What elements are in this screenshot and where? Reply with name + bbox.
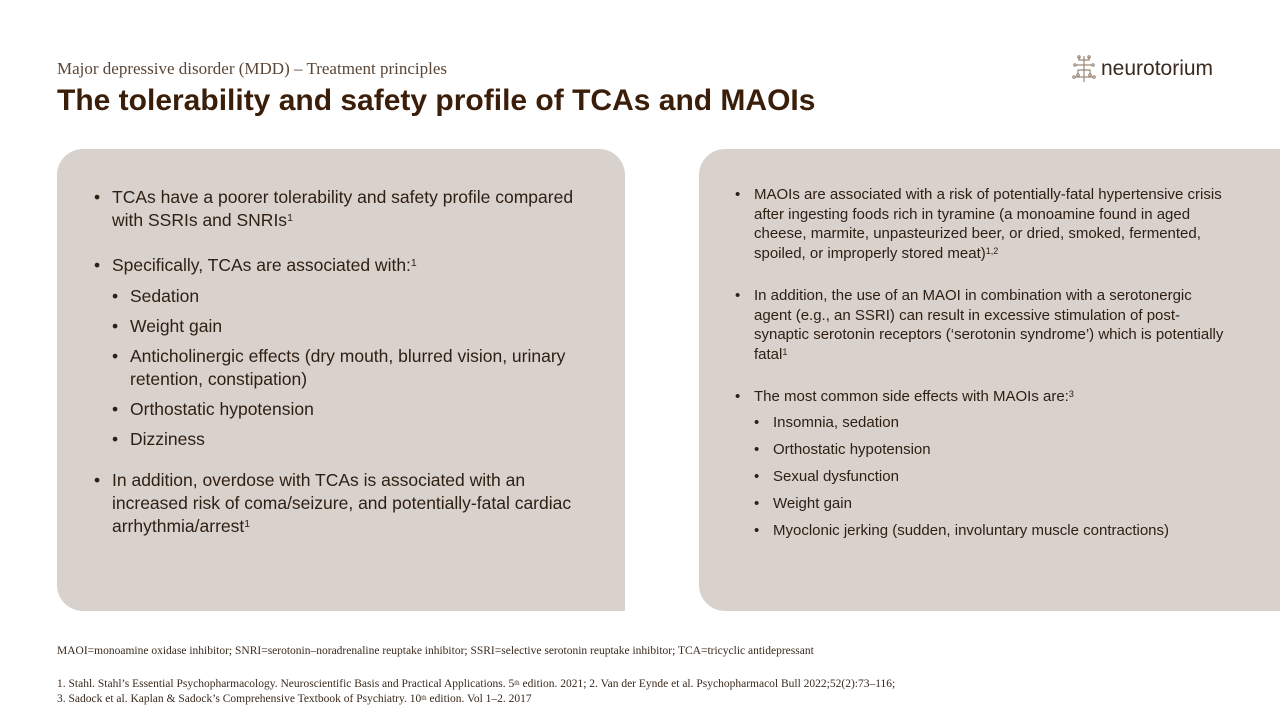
list-item — [735, 185, 1225, 263]
tca-panel — [57, 149, 625, 611]
reference-marker: 1 — [782, 346, 788, 357]
bullet-text: Specifically, TCAs are associated with: — [112, 255, 411, 275]
reference-text: edition. 2021; 2. Van der Eynde et al. Psychopharmacol Bull 2022;52(2):73–116; — [519, 678, 896, 690]
list-item — [94, 186, 574, 232]
maoi-bullet-list — [735, 185, 1225, 563]
page-title: The tolerability and safety profile of TCAs and MAOIs — [57, 84, 816, 117]
list-item: • Sedation — [112, 285, 574, 308]
list-item: • Anticholinergic effects (dry mouth, blurred vision, urinary retention, constipation) — [112, 345, 574, 391]
reference-line — [57, 677, 895, 692]
bullet-text: MAOIs are associated with a risk of potentially-fatal hypertensive crisis after ingesting foods rich in tyramine (a monoamine found in aged cheese, marmite, unpasteurized beer, or dried, smoked, fermented, spoiled, or improperly stored meat) — [754, 186, 1222, 262]
reference-marker: 1 — [244, 517, 251, 530]
reference-text: 1. Stahl. Stahl’s Essential Psychopharmacology. Neuroscientific Basis and Practical Applications. 5 — [57, 678, 515, 690]
list-item — [94, 469, 574, 538]
list-item: • Sexual dysfunction — [754, 467, 1225, 487]
list-item: • Dizziness — [112, 428, 574, 451]
reference-marker: 1 — [287, 211, 293, 224]
bullet-text: In addition, the use of an MAOI in combination with a serotonergic agent (e.g., an SSRI) can result in excessive stimulation of post-synaptic serotonin receptors (‘serotonin syndrome’) which is potentially fatal — [754, 287, 1224, 363]
list-item: • Orthostatic hypotension — [112, 398, 574, 421]
bullet-text: In addition, overdose with TCAs is associated with an increased risk of coma/seizure, and potentially-fatal cardiac arrhythmia/arrest — [112, 470, 572, 536]
reference-marker: 1 — [410, 256, 417, 269]
maoi-panel — [699, 149, 1280, 611]
abbreviations-footnote: MAOI=monoamine oxidase inhibitor; SNRI=serotonin–noradrenaline reuptake inhibitor; SSRI=selective serotonin reuptake inhibitor; TCA=tricyclic antidepressant — [57, 645, 814, 657]
bullet-text: TCAs have a poorer tolerability and safety profile compared with SSRIs and SNRIs — [112, 187, 574, 230]
list-item — [735, 387, 1225, 540]
brain-circuit-icon — [1071, 54, 1097, 84]
list-item: • Weight gain — [754, 494, 1225, 514]
neurotorium-logo — [1071, 54, 1213, 84]
reference-marker: 1,2 — [985, 245, 999, 256]
reference-superscript: th — [514, 679, 520, 687]
page-subtitle: Major depressive disorder (MDD) – Treatment principles — [57, 59, 447, 78]
list-item: • Weight gain — [112, 315, 574, 338]
list-item: • Insomnia, sedation — [754, 413, 1225, 433]
list-item: • Myoclonic jerking (sudden, involuntary muscle contractions) — [754, 521, 1225, 541]
reference-marker: 3 — [1068, 389, 1074, 400]
tca-side-effect-list — [112, 285, 574, 451]
reference-text: 3. Sadock et al. Kaplan & Sadock’s Comprehensive Textbook of Psychiatry. 10 — [57, 693, 422, 705]
bullet-text: The most common side effects with MAOIs are: — [754, 388, 1069, 405]
list-item: • Orthostatic hypotension — [754, 440, 1225, 460]
reference-text: edition. Vol 1–2. 2017 — [426, 693, 532, 705]
references — [57, 677, 895, 707]
tca-bullet-list — [94, 186, 574, 560]
reference-line — [57, 692, 895, 707]
logo-text: neurotorium — [1101, 57, 1214, 80]
reference-superscript: th — [421, 694, 427, 702]
list-item — [735, 286, 1225, 364]
maoi-side-effect-list — [754, 413, 1225, 541]
list-item — [94, 254, 574, 451]
